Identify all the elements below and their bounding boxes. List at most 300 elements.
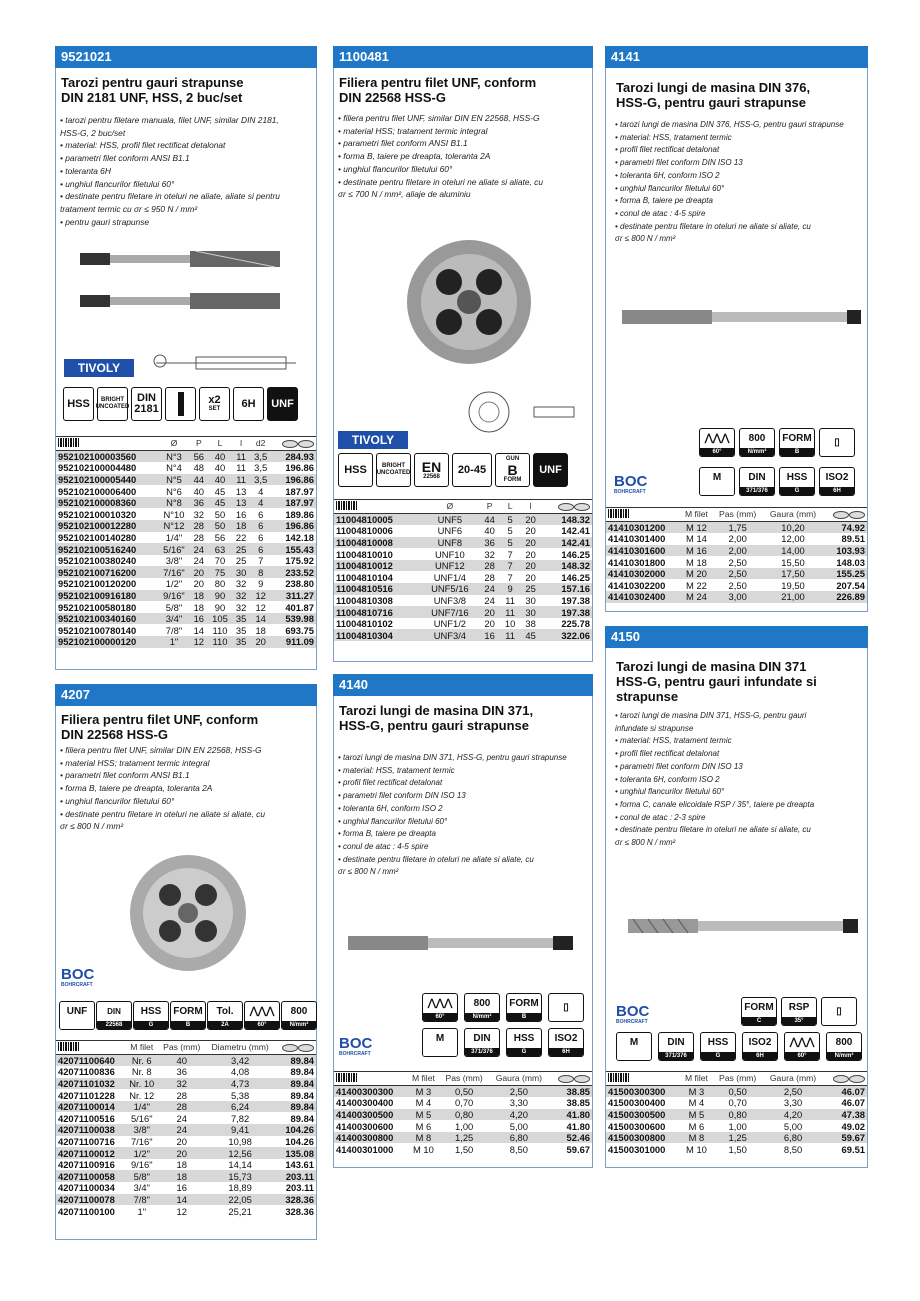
card-4140: [333, 674, 593, 1168]
product-code: 41410302000: [606, 568, 680, 580]
cell: 28: [484, 571, 495, 583]
icon-hss: HSS G: [700, 1032, 736, 1061]
tap-image: [622, 307, 862, 327]
table-row[interactable]: [606, 1143, 867, 1155]
price: 49.02: [841, 1120, 865, 1132]
badge-en22568: EN 22568: [414, 453, 449, 487]
price: 89.84: [290, 1089, 314, 1101]
cell: 5/16": [158, 543, 190, 555]
table-row[interactable]: [334, 514, 592, 526]
cell: 3,5: [250, 474, 271, 486]
cell: M 5: [680, 1109, 713, 1121]
icon-iso2: ISO2 6H: [819, 467, 855, 496]
table-row[interactable]: [606, 522, 867, 534]
table-row[interactable]: [56, 532, 316, 544]
cell: 6: [258, 531, 264, 543]
product-code: 952102100008360: [56, 497, 158, 509]
card-4141: [605, 46, 868, 612]
price: 328.36: [275, 1194, 316, 1206]
product-code: 42071100014: [56, 1101, 125, 1113]
price: 401.87: [285, 601, 314, 613]
table-row[interactable]: [334, 629, 592, 641]
product-code: 41500300500: [606, 1109, 680, 1121]
cell: 10: [504, 618, 516, 630]
cell: 21,00: [763, 591, 824, 603]
column-header: Pas (mm): [713, 1072, 763, 1086]
column-header: l: [520, 500, 541, 514]
price: 146.25: [561, 548, 590, 560]
table-row[interactable]: [334, 583, 592, 595]
table-row[interactable]: [56, 497, 316, 509]
cell: 8,50: [783, 1143, 803, 1155]
cell: N°4: [166, 462, 182, 474]
column-header: l: [232, 437, 250, 451]
product-code: 952102100780140: [58, 624, 137, 636]
cell: 18: [255, 624, 266, 636]
product-code: 41500300600: [608, 1120, 666, 1132]
badge-bright: BRIGHT UNCOATED: [376, 453, 411, 487]
price: 41.80: [549, 1109, 592, 1121]
cell: 32: [158, 1078, 205, 1090]
cell: 16: [479, 629, 500, 641]
column-header: Pas (mm): [713, 508, 763, 522]
price: 89.84: [275, 1055, 316, 1067]
table-row[interactable]: [56, 1101, 316, 1113]
die-image: [404, 237, 534, 367]
bullet-line: • destinate pentru filetare in oteluri ne aliate si aliate, cu: [338, 854, 534, 864]
price: 142.18: [285, 531, 314, 543]
icon-rsp: RSP 35°: [781, 997, 817, 1026]
cell: 12,56: [205, 1147, 275, 1159]
product-code: 952102100340160: [56, 613, 158, 625]
table-row[interactable]: [56, 1182, 316, 1194]
cell: 15,73: [205, 1170, 275, 1182]
cell: 28: [158, 1101, 205, 1113]
price: 155.43: [271, 543, 316, 555]
coins-icon: [275, 1041, 316, 1055]
table-row[interactable]: [606, 556, 867, 568]
product-code: 42071100034: [58, 1182, 115, 1194]
boc-logo: BOC BOHRCRAFT: [61, 966, 95, 988]
cell: 7/16": [130, 1135, 153, 1147]
table-row[interactable]: [56, 1066, 316, 1078]
card-4207: [55, 684, 317, 1240]
table-row[interactable]: [56, 1159, 316, 1171]
cell: 28: [479, 560, 500, 572]
cell: 28: [176, 1089, 187, 1101]
table-row[interactable]: [56, 485, 316, 497]
table-row[interactable]: [56, 566, 316, 578]
cell: 20: [525, 571, 536, 583]
cell: 7: [500, 560, 521, 572]
cell: 11: [232, 474, 250, 486]
table-row[interactable]: [334, 618, 592, 630]
price: 226.89: [823, 591, 867, 603]
table-row[interactable]: [606, 568, 867, 580]
cell: 18,89: [228, 1182, 252, 1194]
price: 233.52: [271, 566, 316, 578]
product-code: 11004810102: [336, 618, 393, 630]
barcode-icon: [606, 1072, 680, 1086]
table-row[interactable]: [334, 1109, 592, 1121]
cell: 1/2": [125, 1147, 158, 1159]
cell: 4,73: [205, 1078, 275, 1090]
cell: Nr. 8: [131, 1066, 152, 1078]
icon-form-b: FORM B: [506, 993, 542, 1022]
table-row[interactable]: [334, 571, 592, 583]
table-row[interactable]: [56, 1205, 316, 1217]
cell: 19,50: [781, 579, 805, 591]
cell: 0,50: [440, 1086, 489, 1098]
column-header: Gaura (mm): [763, 508, 824, 522]
icon-m: M: [699, 467, 735, 496]
bullet-line: • destinate pentru filetare in oteluri ne aliate si aliate, cu: [615, 825, 811, 835]
cell: M 8: [407, 1132, 439, 1144]
cell: 14,00: [763, 545, 824, 557]
table-row[interactable]: [56, 543, 316, 555]
card-code: 4207: [55, 684, 317, 706]
product-table: [334, 499, 592, 641]
card-code: 4140: [333, 674, 593, 696]
icon-form-c: FORM C: [741, 997, 777, 1026]
cell: 1,00: [728, 1120, 747, 1132]
cell: 7: [507, 571, 513, 583]
price: 89.84: [290, 1112, 314, 1124]
product-code: 952102100580180: [58, 601, 137, 613]
cell: 9/16": [130, 1159, 153, 1171]
cell: 20: [525, 548, 536, 560]
badge-tap-icon: [165, 387, 196, 421]
price: 148.03: [836, 556, 865, 568]
cell: 5/8": [165, 601, 183, 613]
table-row[interactable]: [606, 1120, 867, 1132]
cell: 32: [232, 590, 250, 602]
cell: 12: [250, 590, 271, 602]
price: 539.98: [271, 613, 316, 625]
table-row[interactable]: [606, 579, 867, 591]
boc-logo: BOC BOHRCRAFT: [339, 1035, 373, 1057]
product-table: [334, 1071, 592, 1155]
cell: 5/8": [125, 1170, 158, 1182]
table-row[interactable]: [606, 1109, 867, 1121]
cell: 22,05: [205, 1194, 275, 1206]
cell: 3/4": [158, 613, 190, 625]
table-header: [56, 437, 316, 451]
cell: 3,30: [783, 1097, 803, 1109]
barcode-icon: [334, 500, 420, 514]
cell: 0,50: [713, 1086, 763, 1098]
product-code: 11004810006: [336, 525, 393, 537]
bullet-line: • toleranta 6H, conform ISO 2: [338, 803, 443, 813]
table-row[interactable]: [56, 1194, 316, 1206]
cell: 30: [520, 606, 541, 618]
bullet-line: • tarozi lungi de masina DIN 376, HSS-G, pentru gauri strapunse: [615, 120, 844, 129]
price: 187.97: [285, 485, 314, 497]
bullet-line: • pentru gauri strapunse: [60, 216, 150, 227]
product-code: 41500300800: [606, 1132, 680, 1144]
cell: 25: [232, 543, 250, 555]
price: 103.93: [823, 545, 867, 557]
cell: 1/2": [165, 578, 183, 590]
price: 89.84: [290, 1066, 314, 1078]
coins-icon: [823, 508, 867, 522]
table-row[interactable]: [56, 1089, 316, 1101]
bullet-line: σr ≤ 800 N / mm²: [60, 821, 124, 832]
price: 104.26: [275, 1124, 316, 1136]
cell: M 8: [680, 1132, 713, 1144]
cell: 6,80: [489, 1132, 549, 1144]
price: 135.08: [275, 1147, 316, 1159]
cell: 3/4": [133, 1182, 150, 1194]
table-row[interactable]: [56, 1147, 316, 1159]
bullet-line: • destinate pentru filetare in oteluri ne aliate si aliate, cu: [338, 176, 543, 187]
price: 59.67: [823, 1132, 867, 1144]
price: 74.92: [823, 522, 867, 534]
cell: 25,21: [228, 1205, 252, 1217]
bullet-line: • conul de atac : 4-5 spire: [338, 841, 429, 851]
cell: 4,20: [489, 1109, 549, 1121]
bullet-line: σr ≤ 800 N / mm²: [338, 867, 399, 877]
cell: 40: [208, 474, 232, 486]
product-code: 42071100012: [56, 1147, 125, 1159]
table-row[interactable]: [56, 508, 316, 520]
bullet-line: σr ≤ 800 N / mm²: [615, 838, 676, 848]
table-row[interactable]: [334, 537, 592, 549]
cell: 1/4": [165, 531, 183, 543]
icon-hss: HSS G: [779, 467, 815, 496]
table-row[interactable]: [606, 545, 867, 557]
table-header: [334, 1072, 592, 1086]
table-row[interactable]: [56, 636, 316, 648]
cell: UNF12: [420, 560, 479, 572]
icon-din: DIN 371/376: [658, 1032, 694, 1061]
price: 203.11: [275, 1170, 316, 1182]
cell: 40: [158, 1055, 205, 1067]
table-row[interactable]: [334, 1097, 592, 1109]
product-code: 41400300600: [336, 1120, 394, 1132]
table-row[interactable]: [334, 1143, 592, 1155]
product-code: 11004810308: [336, 594, 393, 606]
cell: 20: [176, 1135, 187, 1147]
table-row[interactable]: [606, 591, 867, 603]
bullet-line: • unghiul flancurilor filetului 60°: [60, 178, 175, 189]
boc-logo: BOC BOHRCRAFT: [616, 1003, 650, 1025]
cell: M 14: [686, 533, 707, 545]
icon-800: 800 N/mm²: [464, 993, 500, 1022]
icon-form-b: FORM B: [170, 1001, 206, 1030]
cell: 7/8": [125, 1194, 158, 1206]
cell: 2,50: [728, 579, 747, 591]
bullet-line: • forma B, taiere pe dreapta, toleranta 2A: [60, 783, 213, 794]
cell: 4: [250, 497, 271, 509]
barcode-icon: [606, 508, 680, 522]
table-row[interactable]: [606, 1132, 867, 1144]
price: 175.92: [285, 555, 314, 567]
bullet-line: tratament termic cu σr ≤ 950 N / mm²: [60, 203, 198, 214]
table-row[interactable]: [334, 606, 592, 618]
bullet-line: σr ≤ 800 N / mm²: [615, 234, 676, 244]
price: 89.51: [841, 533, 865, 545]
bullet-line: • destinate pentru filetare in oteluri ne aliate, aliate si pentru: [60, 191, 280, 202]
product-code: 41500300400: [608, 1097, 666, 1109]
table-row[interactable]: [56, 451, 316, 463]
bullet-line: • conul de atac : 2-3 spire: [615, 812, 706, 822]
price: 284.93: [271, 451, 316, 463]
table-header: [56, 1041, 316, 1055]
table-row[interactable]: [56, 578, 316, 590]
cell: 11: [236, 462, 246, 474]
bullet-line: • material: HSS, tratament termic: [338, 765, 455, 775]
table-row[interactable]: [56, 590, 316, 602]
product-code: 42071100716: [58, 1135, 115, 1147]
bullet-line: • material: HSS, tratament termic: [615, 736, 732, 746]
cell: 18: [232, 520, 250, 532]
table-row[interactable]: [56, 555, 316, 567]
cell: 24: [158, 1124, 205, 1136]
cell: 36: [176, 1066, 187, 1078]
table-row[interactable]: [56, 1136, 316, 1148]
table-row[interactable]: [56, 520, 316, 532]
cell: M 12: [680, 522, 713, 534]
column-header: M filet: [680, 508, 713, 522]
cell: 20: [520, 514, 541, 526]
cell: 1,75: [713, 522, 763, 534]
cell: 22: [235, 531, 247, 543]
cell: 28: [190, 520, 208, 532]
cell: 1,50: [455, 1143, 474, 1155]
cell: N°3: [158, 451, 190, 463]
product-code: 952102100380240: [58, 555, 137, 567]
product-code: 42071100078: [56, 1194, 125, 1206]
product-code: 41400300500: [334, 1109, 407, 1121]
cell: N°6: [166, 485, 182, 497]
cell: 12,00: [781, 533, 805, 545]
table-header: [606, 508, 867, 522]
cell: 44: [479, 514, 500, 526]
price: 328.36: [285, 1205, 314, 1217]
cell: M 10: [686, 1143, 707, 1155]
bullet-line: • parametri filet conform DIN ISO 13: [615, 761, 743, 771]
cell: UNF3/8: [433, 594, 467, 606]
icon-din: DIN 371/376: [739, 467, 775, 496]
price: 187.97: [271, 497, 316, 509]
cell: 3,5: [254, 462, 268, 474]
product-code: 42071100100: [58, 1205, 115, 1217]
cell: 5: [500, 537, 521, 549]
table-row[interactable]: [334, 1132, 592, 1144]
cell: M 3: [407, 1086, 439, 1098]
table-row[interactable]: [56, 474, 316, 486]
table-row[interactable]: [56, 1078, 316, 1090]
cell: 3/8": [125, 1124, 158, 1136]
icon-60deg: ⋀⋀⋀ 60°: [244, 1001, 280, 1030]
table-row[interactable]: [334, 1120, 592, 1132]
cell: 3,5: [250, 451, 271, 463]
tap-image: [80, 243, 290, 323]
cell: 11: [500, 629, 521, 641]
price: 196.86: [285, 462, 314, 474]
cell: 18: [190, 590, 208, 602]
bullet-line: • unghiul flancurilor filetului 60°: [338, 163, 453, 174]
table-row[interactable]: [56, 624, 316, 636]
cell: 7/16": [158, 566, 190, 578]
cell: UNF5: [420, 514, 479, 526]
cell: 40: [193, 485, 205, 497]
table-row[interactable]: [606, 1086, 867, 1098]
product-code: 952102100006400: [58, 485, 137, 497]
product-code: 41410301600: [606, 545, 680, 557]
table-row[interactable]: [56, 613, 316, 625]
cell: 110: [208, 636, 232, 648]
cell: UNF3/4: [420, 629, 479, 641]
cell: 35: [232, 613, 250, 625]
cell: 9: [258, 578, 264, 590]
bullet-line: • filiera pentru filet UNF, similar DIN EN 22568, HSS-G: [60, 745, 262, 755]
product-table: [56, 436, 316, 648]
price: 146.25: [561, 571, 590, 583]
table-row[interactable]: [56, 1170, 316, 1182]
table-row[interactable]: [56, 1055, 316, 1067]
cell: 2,50: [763, 1086, 824, 1098]
badge-unf: UNF: [533, 453, 568, 487]
icon-800: 800 N/mm²: [281, 1001, 317, 1030]
cell: 24: [479, 583, 500, 595]
bullet-line: • forma B, taiere pe dreapta: [338, 829, 436, 839]
tap-drawing: [146, 343, 306, 383]
price: 52.46: [549, 1132, 592, 1144]
table-row[interactable]: [606, 1097, 867, 1109]
cell: 7: [258, 555, 264, 567]
tivoly-logo: TIVOLY: [64, 359, 134, 377]
cell: 18: [158, 1170, 205, 1182]
cell: 8: [250, 566, 271, 578]
icon-din: DIN 371/376: [464, 1028, 500, 1057]
price: 203.11: [285, 1182, 314, 1194]
table-row[interactable]: [334, 525, 592, 537]
cell: UNF7/16: [420, 606, 479, 618]
table-row[interactable]: [334, 560, 592, 572]
cell: 35: [232, 636, 250, 648]
product-code: 42071100916: [58, 1159, 115, 1171]
table-row[interactable]: [56, 601, 316, 613]
bullet-line: • parametri filet conform ANSI B1.1: [338, 138, 468, 149]
product-code: 952102100140280: [58, 531, 137, 543]
table-row[interactable]: [56, 1112, 316, 1124]
cell: 30: [232, 566, 250, 578]
table-row[interactable]: [606, 533, 867, 545]
cell: 0,70: [455, 1097, 474, 1109]
product-code: 11004810304: [334, 629, 420, 641]
table-row[interactable]: [334, 595, 592, 607]
card-title: Tarozi lungi de masina DIN 371, HSS-G, pentru gauri strapunse: [339, 703, 534, 733]
cell: 3/8": [165, 555, 183, 567]
cell: 20: [158, 1147, 205, 1159]
table-row[interactable]: [334, 1086, 592, 1098]
cell: 38: [525, 618, 536, 630]
tap-image: [628, 915, 860, 937]
cell: M 4: [688, 1097, 705, 1109]
cell: 6: [250, 543, 271, 555]
coins-icon: [541, 500, 592, 514]
bullet-line: • material HSS; tratament termic integral: [338, 125, 488, 136]
cell: 2,50: [728, 556, 747, 568]
table-row[interactable]: [56, 462, 316, 474]
table-row[interactable]: [56, 1124, 316, 1136]
bullet-line: • tarozi lungi de masina DIN 371, HSS-G, pentru gauri strapunse: [338, 753, 567, 762]
table-row[interactable]: [334, 548, 592, 560]
price: 911.09: [271, 636, 316, 648]
badge-bright: BRIGHT UNCOATED: [97, 387, 128, 421]
